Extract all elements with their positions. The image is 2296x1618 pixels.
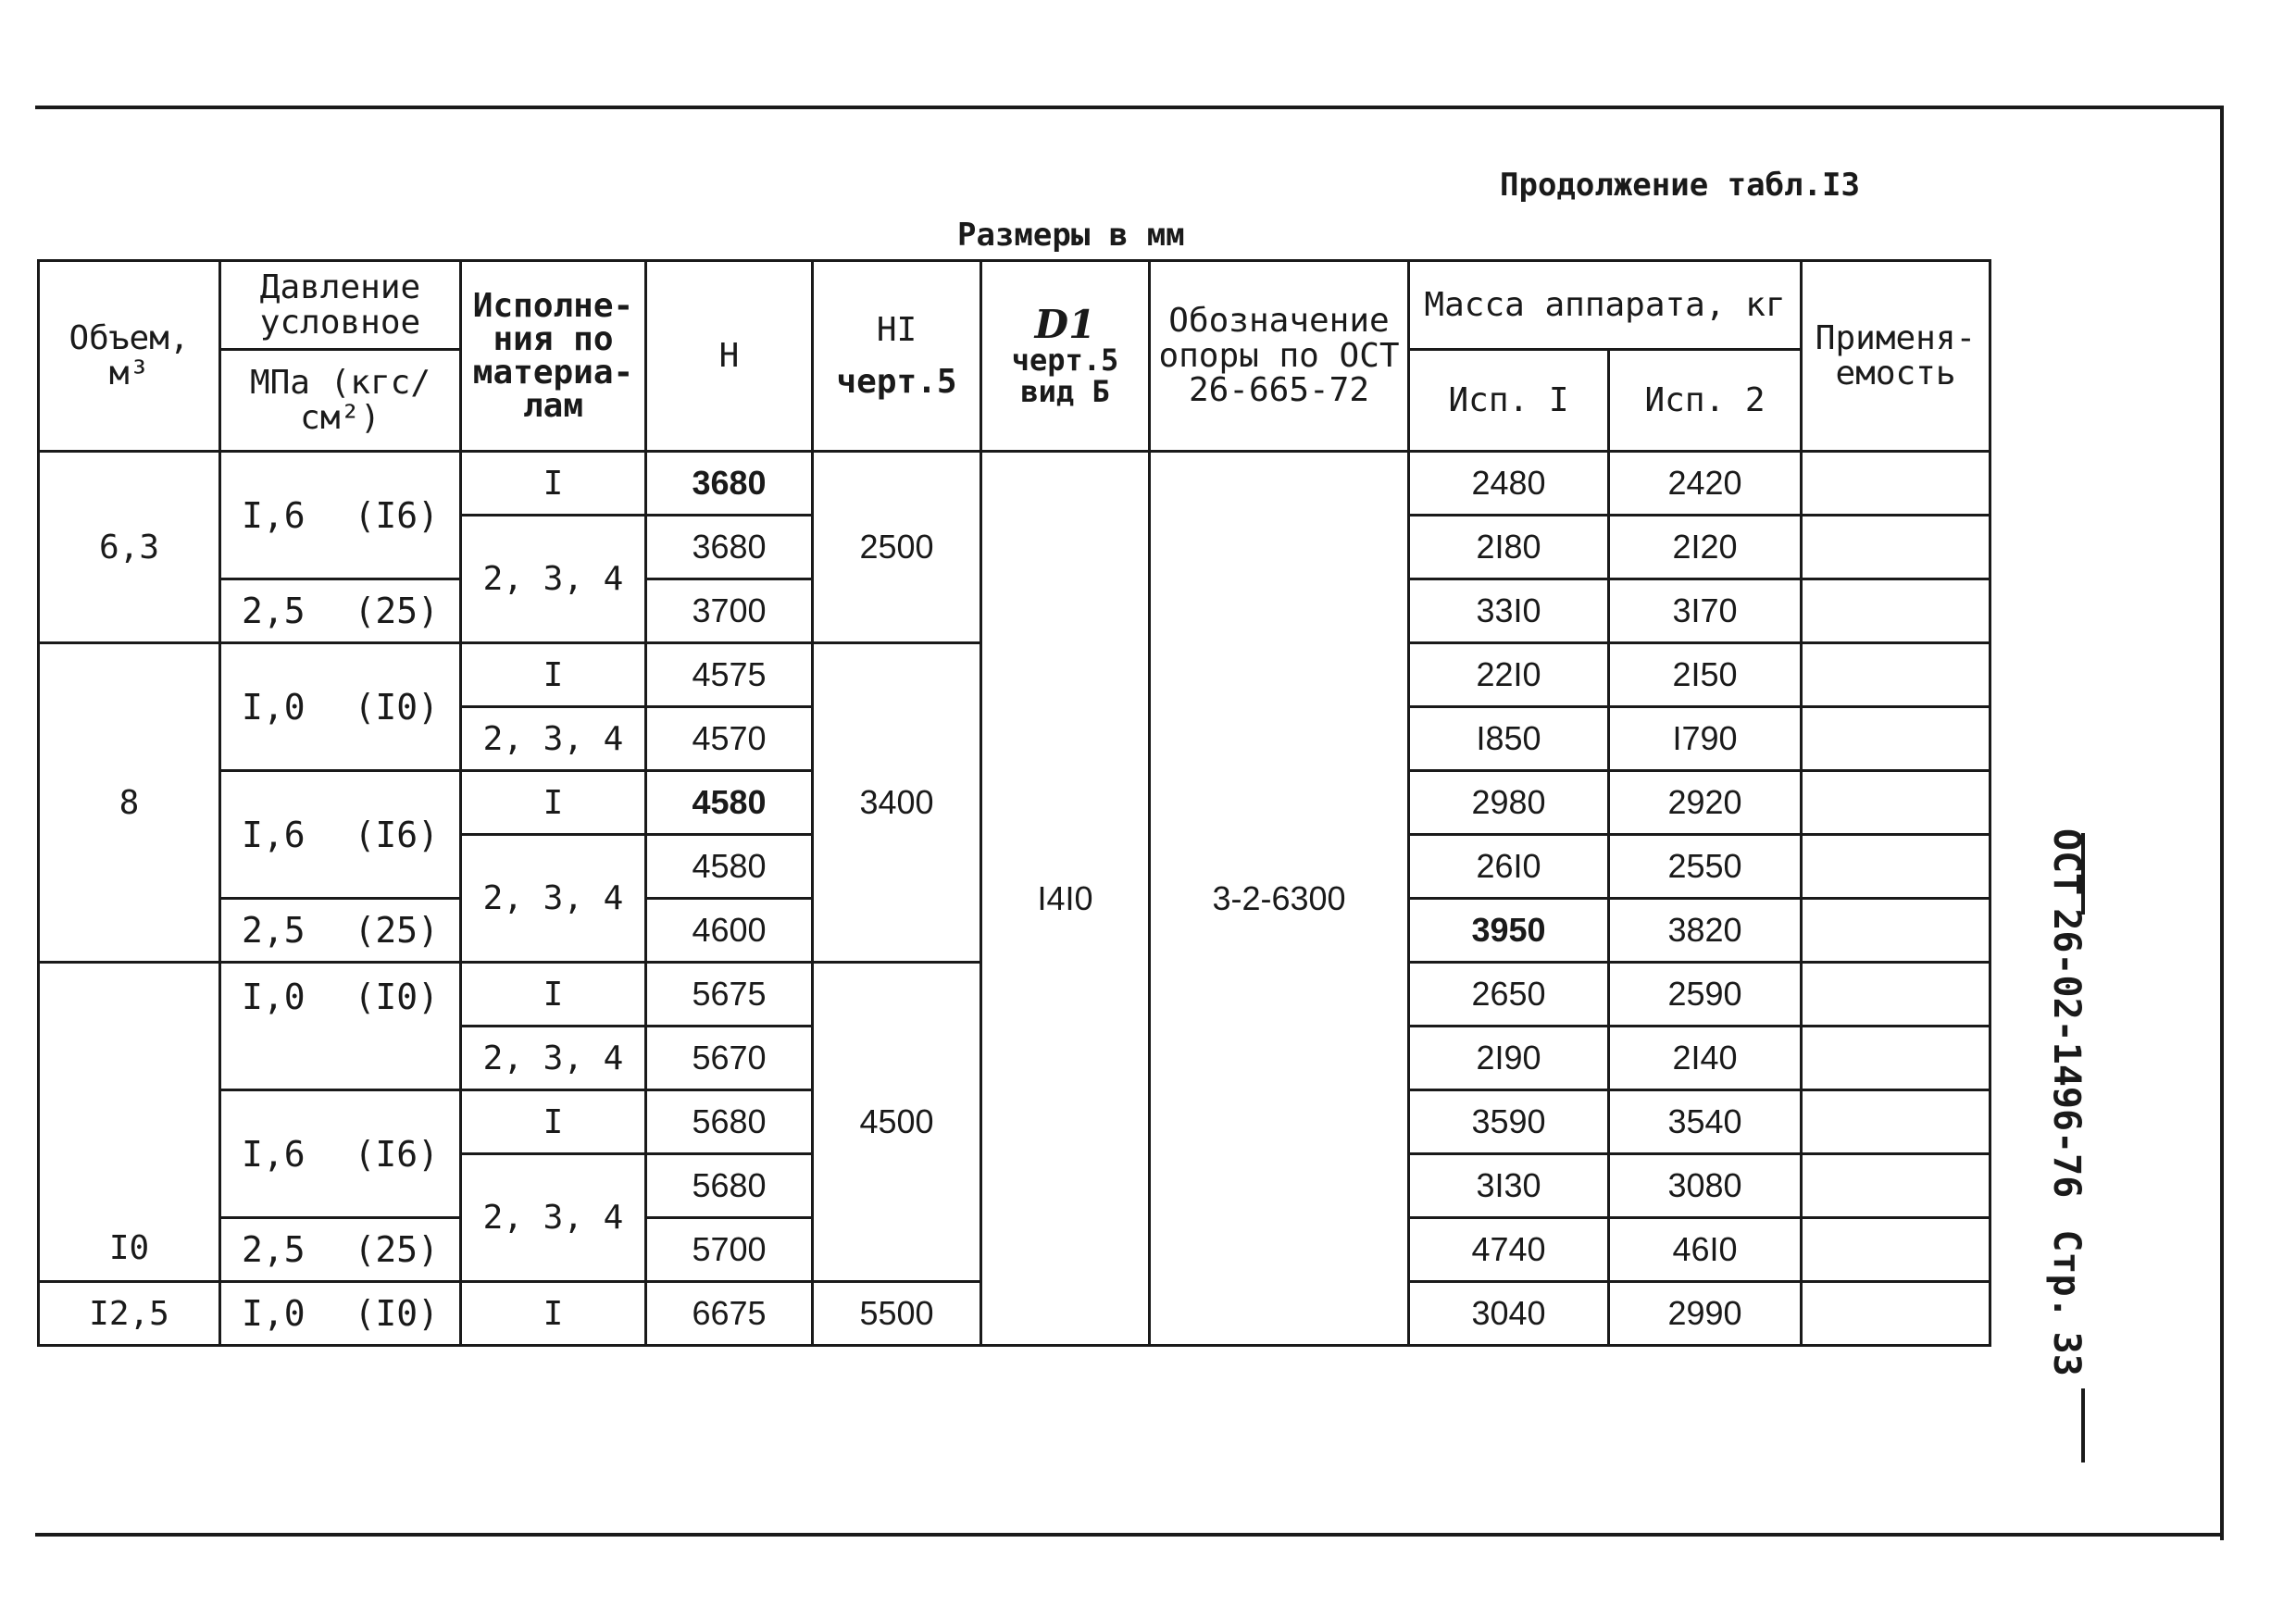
pressure-cell bbox=[220, 1090, 461, 1218]
mass-isp2-cell: 2I20 bbox=[1609, 516, 1802, 579]
mass-isp2-cell: 2420 bbox=[1609, 452, 1802, 516]
mass-isp2-cell: 2990 bbox=[1609, 1282, 1802, 1346]
applicability-cell bbox=[1802, 1154, 1990, 1218]
pressure-kgs: (25) bbox=[354, 910, 439, 951]
material-header: Исполне-ния по материа-лам bbox=[461, 261, 646, 452]
h-cell: 3680 bbox=[646, 452, 813, 516]
mass-isp1-cell: 3590 bbox=[1409, 1090, 1609, 1154]
mass-isp2-cell: 3540 bbox=[1609, 1090, 1802, 1154]
h-cell: 5700 bbox=[646, 1218, 813, 1282]
mass-isp1-cell: 3950 bbox=[1409, 899, 1609, 963]
frame-top-rule bbox=[35, 106, 2224, 109]
h-cell: 4570 bbox=[646, 707, 813, 771]
material-cell: I bbox=[461, 643, 646, 707]
page-label: Стр. bbox=[2045, 1229, 2088, 1319]
support-header: Обозначение опоры по ОСТ 26-665-72 bbox=[1150, 261, 1409, 452]
material-cell: I bbox=[461, 1090, 646, 1154]
material-cell: 2, 3, 4 bbox=[461, 1154, 646, 1282]
d1-header-label: D1 bbox=[1034, 301, 1096, 347]
mass-isp1-cell: 2I90 bbox=[1409, 1027, 1609, 1090]
material-cell: 2, 3, 4 bbox=[461, 516, 646, 643]
d1-header-note: черт.5 вид Б bbox=[1011, 342, 1119, 409]
volume-header-unit: м³ bbox=[108, 354, 150, 392]
pressure-unit-header: МПа (кгс/см²) bbox=[220, 350, 461, 452]
pressure-mpa: I,0 bbox=[242, 977, 306, 1017]
h-cell: 3680 bbox=[646, 516, 813, 579]
material-cell: I bbox=[461, 452, 646, 516]
mass-isp1-cell: 22I0 bbox=[1409, 643, 1609, 707]
mass-isp1-cell: 26I0 bbox=[1409, 835, 1609, 899]
mass-isp1-cell: 2480 bbox=[1409, 452, 1609, 516]
side-rule-bottom bbox=[2081, 1388, 2085, 1462]
pressure-cell bbox=[220, 1218, 461, 1282]
pressure-mpa: I,6 bbox=[242, 1133, 306, 1175]
h-cell: 4580 bbox=[646, 835, 813, 899]
pressure-cell bbox=[220, 963, 461, 1090]
h-header-label: H bbox=[718, 336, 740, 375]
applicability-cell bbox=[1802, 643, 1990, 707]
d1-header bbox=[981, 261, 1150, 452]
frame-bottom-rule bbox=[35, 1533, 2224, 1537]
mass-isp2-cell: I790 bbox=[1609, 707, 1802, 771]
material-cell: I bbox=[461, 1282, 646, 1346]
mass-isp2-header: Исп. 2 bbox=[1609, 350, 1802, 452]
std-number: 26-02-1496-76 bbox=[2045, 908, 2088, 1199]
h-cell: 3700 bbox=[646, 579, 813, 643]
apparatus-table bbox=[37, 259, 1991, 1347]
pressure-cell bbox=[220, 899, 461, 963]
h1-header bbox=[813, 261, 981, 452]
pressure-mpa: I,6 bbox=[242, 814, 306, 855]
mass-isp1-cell: 2I80 bbox=[1409, 516, 1609, 579]
pressure-cell bbox=[220, 579, 461, 643]
pressure-cell bbox=[220, 1282, 461, 1346]
applicability-cell bbox=[1802, 579, 1990, 643]
material-cell: I bbox=[461, 771, 646, 835]
mass-isp2-cell: 3820 bbox=[1609, 899, 1802, 963]
applicability-header: Применя-емость bbox=[1802, 261, 1990, 452]
mass-isp2-cell: 3080 bbox=[1609, 1154, 1802, 1218]
h-cell: 6675 bbox=[646, 1282, 813, 1346]
pressure-header: Давление условное bbox=[220, 261, 461, 350]
applicability-cell bbox=[1802, 899, 1990, 963]
volume-cell: I2,5 bbox=[39, 1282, 220, 1346]
pressure-mpa: I,6 bbox=[242, 494, 306, 536]
h-cell: 5680 bbox=[646, 1154, 813, 1218]
side-stamp bbox=[2045, 828, 2125, 1467]
mass-isp2-cell: 2590 bbox=[1609, 963, 1802, 1027]
h-cell: 5670 bbox=[646, 1027, 813, 1090]
mass-isp1-cell: I850 bbox=[1409, 707, 1609, 771]
pressure-mpa: 2,5 bbox=[242, 1229, 306, 1270]
material-cell: 2, 3, 4 bbox=[461, 835, 646, 963]
applicability-cell bbox=[1802, 1282, 1990, 1346]
mass-isp2-cell: 2920 bbox=[1609, 771, 1802, 835]
applicability-cell bbox=[1802, 835, 1990, 899]
pressure-kgs: (I0) bbox=[354, 1293, 439, 1334]
mass-isp2-cell: 2I50 bbox=[1609, 643, 1802, 707]
page-number: 33 bbox=[2045, 1331, 2088, 1376]
h-header bbox=[646, 261, 813, 452]
h1-header-label: HI bbox=[876, 310, 917, 349]
h1-cell: 4500 bbox=[813, 963, 981, 1282]
mass-isp2-cell: 2550 bbox=[1609, 835, 1802, 899]
applicability-cell bbox=[1802, 452, 1990, 516]
material-cell: I bbox=[461, 963, 646, 1027]
pressure-cell bbox=[220, 771, 461, 899]
mass-isp1-cell: 2980 bbox=[1409, 771, 1609, 835]
side-stamp-text bbox=[2045, 828, 2088, 1389]
h1-cell: 3400 bbox=[813, 643, 981, 963]
pressure-mpa: I,0 bbox=[242, 686, 306, 728]
pressure-cell bbox=[220, 643, 461, 771]
mass-isp1-cell: 4740 bbox=[1409, 1218, 1609, 1282]
material-cell: 2, 3, 4 bbox=[461, 707, 646, 771]
applicability-cell bbox=[1802, 1090, 1990, 1154]
h-cell: 4580 bbox=[646, 771, 813, 835]
pressure-mpa: I,0 bbox=[242, 1293, 306, 1334]
volume-cell: I0 bbox=[39, 963, 220, 1282]
mass-isp2-cell: 3I70 bbox=[1609, 579, 1802, 643]
support-cell: 3-2-6300 bbox=[1150, 452, 1409, 1346]
mass-isp1-cell: 33I0 bbox=[1409, 579, 1609, 643]
pressure-kgs: (I0) bbox=[354, 686, 439, 728]
applicability-cell bbox=[1802, 1027, 1990, 1090]
mass-isp2-cell: 2I40 bbox=[1609, 1027, 1802, 1090]
volume-cell: 8 bbox=[39, 643, 220, 963]
volume-cell: 6,3 bbox=[39, 452, 220, 643]
mass-header: Масса аппарата, кг bbox=[1409, 261, 1802, 350]
d1-cell: I4I0 bbox=[981, 452, 1150, 1346]
table-continuation-label: Продолжение табл.I3 bbox=[1500, 167, 1860, 204]
applicability-cell bbox=[1802, 707, 1990, 771]
std-prefix: ОСТ bbox=[2045, 828, 2088, 896]
mass-isp1-cell: 3I30 bbox=[1409, 1154, 1609, 1218]
mass-isp1-cell: 2650 bbox=[1409, 963, 1609, 1027]
mass-isp1-cell: 3040 bbox=[1409, 1282, 1609, 1346]
h1-cell: 5500 bbox=[813, 1282, 981, 1346]
dimensions-note: Размеры в мм bbox=[957, 217, 1185, 254]
applicability-cell bbox=[1802, 516, 1990, 579]
frame-right-rule bbox=[2220, 106, 2224, 1540]
applicability-cell bbox=[1802, 1218, 1990, 1282]
pressure-kgs: (I6) bbox=[354, 494, 439, 536]
h1-cell: 2500 bbox=[813, 452, 981, 643]
h-cell: 4600 bbox=[646, 899, 813, 963]
pressure-cell bbox=[220, 452, 461, 579]
material-cell: 2, 3, 4 bbox=[461, 1027, 646, 1090]
volume-header-label: Объем, bbox=[69, 318, 190, 357]
pressure-kgs: (25) bbox=[354, 591, 439, 631]
pressure-kgs: (I6) bbox=[354, 1133, 439, 1175]
pressure-mpa: 2,5 bbox=[242, 910, 306, 951]
applicability-cell bbox=[1802, 963, 1990, 1027]
applicability-cell bbox=[1802, 771, 1990, 835]
pressure-kgs: (I0) bbox=[354, 977, 439, 1017]
pressure-kgs: (25) bbox=[354, 1229, 439, 1270]
h-cell: 4575 bbox=[646, 643, 813, 707]
mass-isp1-header: Исп. I bbox=[1409, 350, 1609, 452]
h-cell: 5675 bbox=[646, 963, 813, 1027]
mass-isp2-cell: 46I0 bbox=[1609, 1218, 1802, 1282]
pressure-mpa: 2,5 bbox=[242, 591, 306, 631]
pressure-kgs: (I6) bbox=[354, 814, 439, 855]
volume-header bbox=[39, 261, 220, 452]
h-cell: 5680 bbox=[646, 1090, 813, 1154]
drawing-ref: черт.5 bbox=[836, 362, 957, 401]
